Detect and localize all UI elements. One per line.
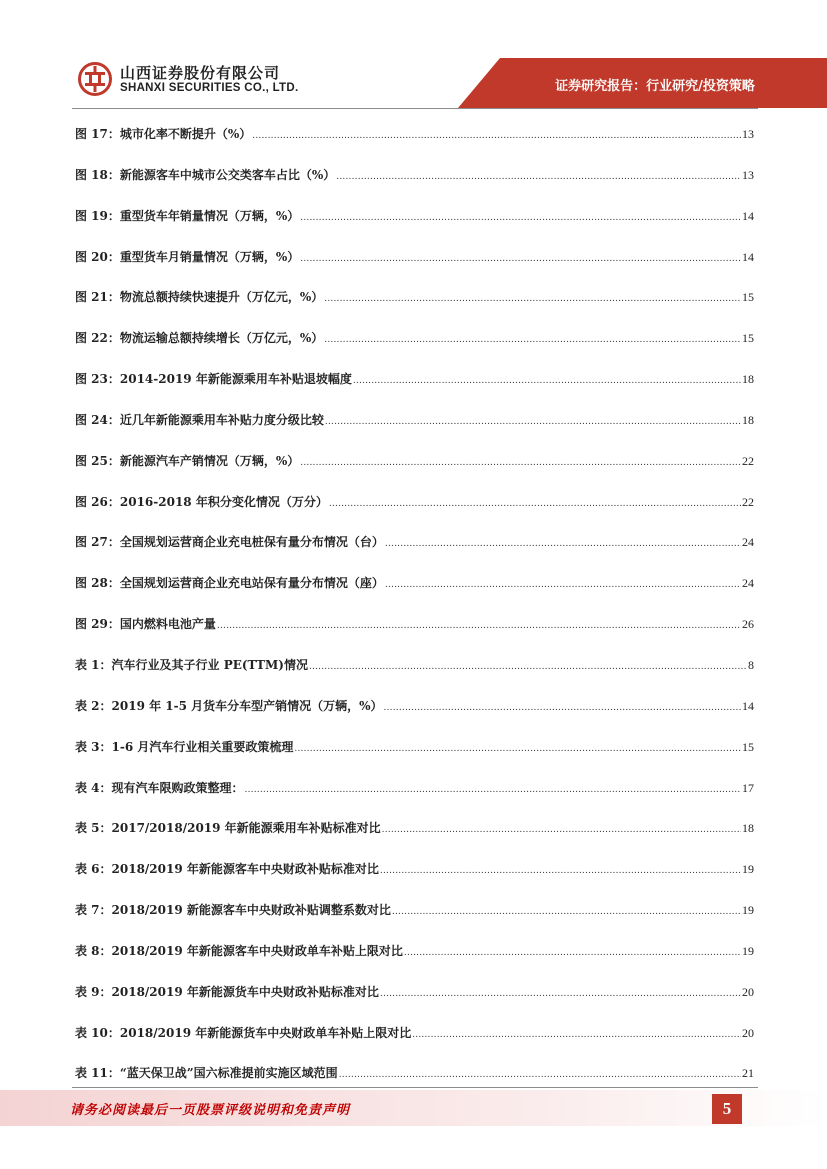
page-number: 5 [712, 1094, 742, 1124]
toc-entry-label: 图 23：2014-2019 年新能源乘用车补贴退坡幅度 [75, 372, 352, 387]
table-of-contents [75, 114, 754, 1094]
toc-entry-page: 13 [742, 127, 754, 141]
toc-entry-page: 19 [742, 943, 754, 958]
toc-entry-page: 20 [742, 1025, 754, 1040]
toc-entry[interactable] [75, 237, 754, 278]
toc-entry[interactable] [75, 441, 754, 482]
toc-entry-page: 21 [742, 1066, 754, 1081]
toc-entry[interactable] [75, 114, 754, 155]
toc-entry-label: 图 29：国内燃料电池产量 [75, 617, 216, 632]
toc-entry[interactable] [75, 1053, 754, 1094]
dot-leader [392, 892, 741, 933]
dot-leader [404, 933, 741, 974]
toc-entry-label: 图 28：全国规划运营商企业充电站保有量分布情况（座） [75, 576, 384, 591]
toc-entry[interactable] [75, 155, 754, 196]
dot-leader [382, 810, 741, 851]
dot-leader [380, 974, 741, 1015]
toc-entry-label: 表 10：2018/2019 年新能源货车中央财政单车补贴上限对比 [75, 1025, 412, 1040]
toc-entry-page: 19 [742, 862, 754, 877]
toc-entry[interactable] [75, 277, 754, 318]
toc-entry[interactable] [75, 318, 754, 359]
toc-entry[interactable] [75, 604, 754, 645]
dot-leader [385, 524, 741, 565]
toc-entry-page: 15 [742, 739, 754, 754]
toc-entry[interactable] [75, 972, 754, 1013]
toc-entry-label: 图 26：2016-2018 年积分变化情况（万分） [75, 494, 328, 509]
dot-leader [309, 647, 747, 688]
toc-entry[interactable] [75, 686, 754, 727]
toc-entry-page: 22 [742, 494, 754, 509]
toc-entry[interactable] [75, 196, 754, 237]
toc-entry-label: 表 11：“蓝天保卫战”国六标准提前实施区域范围 [75, 1066, 338, 1081]
toc-entry-page: 18 [742, 372, 754, 387]
toc-entry[interactable] [75, 931, 754, 972]
dot-leader [324, 279, 741, 320]
toc-entry-label: 表 3：1-6 月汽车行业相关重要政策梳理 [75, 739, 294, 754]
toc-entry-label: 图 27：全国规划运营商企业充电桩保有量分布情况（台） [75, 535, 384, 550]
dot-leader [380, 851, 741, 892]
toc-entry-label: 表 8：2018/2019 年新能源客车中央财政单车补贴上限对比 [75, 943, 403, 958]
toc-entry-page: 20 [742, 984, 754, 999]
header-red-band [0, 0, 827, 112]
dot-leader [336, 157, 741, 198]
toc-entry[interactable] [75, 890, 754, 931]
toc-entry-label: 表 6：2018/2019 年新能源客车中央财政补贴标准对比 [75, 862, 379, 877]
toc-entry-label: 图 20：重型货车月销量情况（万辆，%） [75, 249, 300, 264]
toc-entry-label: 表 7：2018/2019 新能源客车中央财政补贴调整系数对比 [75, 903, 391, 918]
company-logo-icon [78, 62, 112, 96]
toc-entry-page: 26 [742, 617, 754, 632]
toc-entry-label: 表 5：2017/2018/2019 年新能源乘用车补贴标准对比 [75, 821, 381, 836]
toc-entry-page: 15 [742, 331, 754, 346]
toc-entry-label: 表 2：2019 年 1-5 月货车分车型产销情况（万辆，%） [75, 698, 383, 713]
toc-entry-page: 19 [742, 903, 754, 918]
toc-entry-page: 22 [742, 453, 754, 468]
dot-leader [353, 361, 741, 402]
dot-leader [412, 1015, 741, 1056]
company-name-en: SHANXI SECURITIES CO., LTD. [120, 82, 299, 94]
dot-leader [300, 198, 741, 239]
toc-entry-page: 14 [742, 249, 754, 264]
toc-entry-page: 18 [742, 412, 754, 427]
dot-leader [384, 688, 741, 729]
toc-entry-label: 图 17：城市化率不断提升（%） [75, 127, 252, 141]
dot-leader [325, 402, 741, 443]
toc-entry[interactable] [75, 522, 754, 563]
toc-entry[interactable] [75, 768, 754, 809]
page-header [0, 0, 827, 112]
toc-entry-label: 表 9：2018/2019 年新能源货车中央财政补贴标准对比 [75, 984, 379, 999]
toc-entry[interactable] [75, 849, 754, 890]
dot-leader [252, 116, 741, 157]
toc-entry-label: 图 25：新能源汽车产销情况（万辆，%） [75, 453, 300, 468]
toc-entry[interactable] [75, 482, 754, 523]
toc-entry-label: 图 24：近几年新能源乘用车补贴力度分级比较 [75, 412, 324, 427]
toc-entry-page: 13 [742, 167, 754, 182]
dot-leader [294, 729, 741, 770]
dot-leader [324, 320, 741, 361]
toc-entry[interactable] [75, 727, 754, 768]
toc-entry-page: 15 [742, 290, 754, 305]
toc-entry-page: 24 [742, 535, 754, 550]
toc-entry[interactable] [75, 400, 754, 441]
toc-entry-page: 8 [748, 657, 754, 672]
dot-leader [329, 484, 741, 525]
toc-entry-page: 17 [742, 780, 754, 795]
toc-entry-page: 14 [742, 208, 754, 223]
toc-entry-page: 24 [742, 576, 754, 591]
toc-entry-page: 14 [742, 698, 754, 713]
toc-entry-label: 图 21：物流总额持续快速提升（万亿元，%） [75, 290, 324, 305]
header-divider [72, 108, 758, 109]
company-name-cn: 山西证券股份有限公司 [120, 64, 281, 82]
toc-entry[interactable] [75, 1013, 754, 1054]
dot-leader [245, 770, 741, 811]
dot-leader [300, 443, 741, 484]
toc-entry[interactable] [75, 563, 754, 604]
toc-entry-label: 表 1：汽车行业及其子行业 PE(TTM)情况 [75, 657, 308, 672]
toc-entry[interactable] [75, 808, 754, 849]
toc-entry-label: 表 4：现有汽车限购政策整理： [75, 780, 244, 795]
toc-entry-label: 图 22：物流运输总额持续增长（万亿元，%） [75, 331, 324, 346]
toc-entry-label: 图 19：重型货车年销量情况（万辆，%） [75, 208, 300, 223]
report-type: 证券研究报告：行业研究/投资策略 [555, 79, 755, 94]
toc-entry[interactable] [75, 359, 754, 400]
footer-divider [72, 1087, 758, 1088]
dot-leader [385, 565, 741, 606]
dot-leader [217, 606, 741, 647]
dot-leader [300, 239, 741, 280]
toc-entry[interactable] [75, 645, 754, 686]
toc-entry-page: 18 [742, 821, 754, 836]
toc-entry-label: 图 18：新能源客车中城市公交类客车占比（%） [75, 167, 336, 182]
disclaimer-notice: 请务必阅读最后一页股票评级说明和免责声明 [70, 1103, 351, 1118]
